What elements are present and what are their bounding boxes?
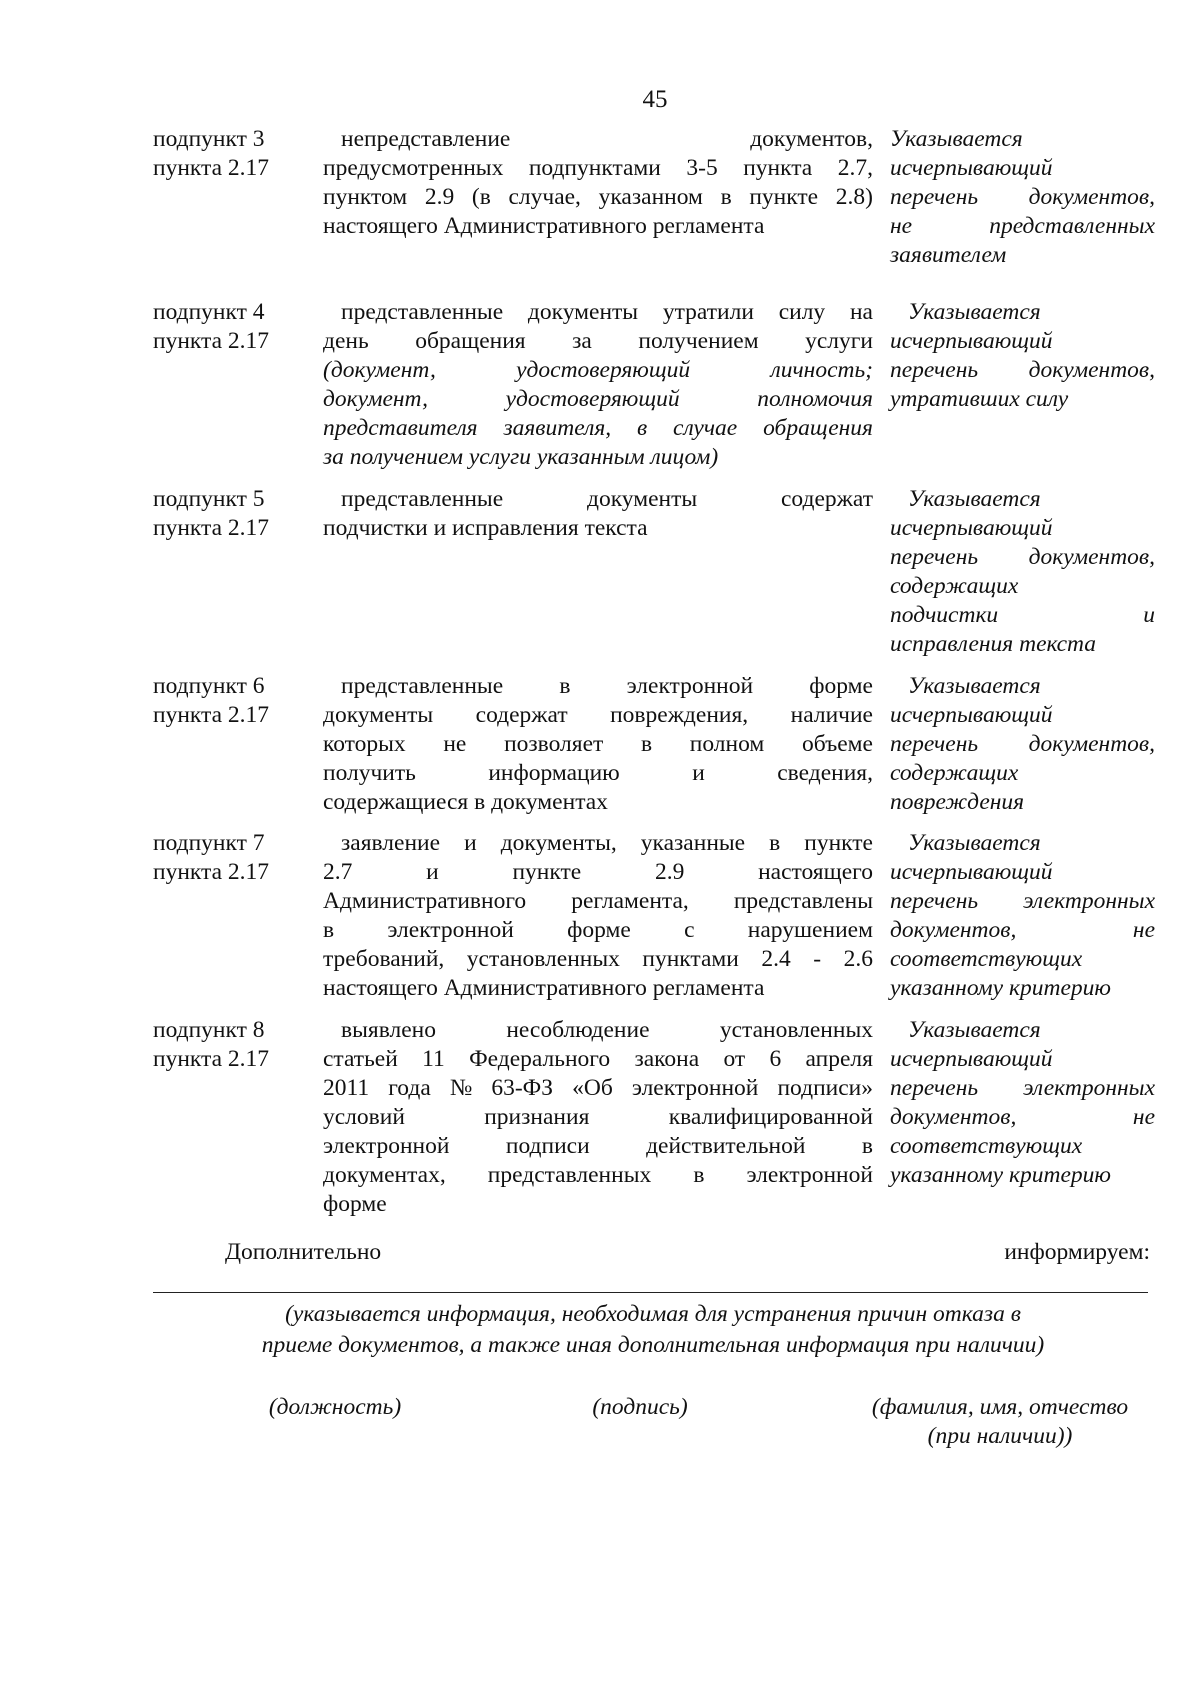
word: пунктом — [323, 184, 408, 210]
reason-line — [323, 298, 873, 327]
reference-cell — [153, 672, 293, 730]
word: в — [769, 830, 781, 856]
word: 2.9 — [424, 184, 455, 210]
reason-line: подчистки и исправления текста — [323, 515, 648, 541]
reference-cell — [153, 125, 293, 183]
reason-line — [323, 125, 873, 154]
note-line: соответствующих — [890, 1133, 1083, 1159]
reason-line — [323, 916, 873, 945]
word: пункте — [804, 830, 873, 856]
reason-line — [323, 327, 873, 356]
note-line: утративших силу — [890, 386, 1069, 412]
note-cell — [890, 672, 1155, 817]
reason-line — [323, 1132, 873, 1161]
reference-cell — [153, 298, 293, 356]
word: сведения, — [777, 760, 873, 786]
word: пункте — [512, 859, 582, 885]
reason-line — [323, 1016, 873, 1045]
word: в — [861, 1133, 873, 1159]
word: заявление — [341, 830, 441, 856]
reason-line — [323, 730, 873, 759]
word: заявителя, — [503, 415, 612, 441]
word: день — [323, 328, 369, 354]
word: объеме — [801, 731, 873, 757]
word: документы — [527, 299, 639, 325]
note-line — [890, 183, 1155, 212]
word: и — [464, 830, 477, 856]
word: указанные — [640, 830, 746, 856]
note-cell — [890, 485, 1155, 659]
note-line: содержащих — [890, 760, 1019, 786]
word: документы — [323, 702, 434, 728]
word: форме — [567, 917, 631, 943]
word: настоящего — [758, 859, 873, 885]
word: подписи» — [777, 1075, 873, 1101]
word: не — [1132, 917, 1155, 943]
reference-line: подпункт 3 — [153, 126, 265, 152]
reason-line: настоящего Административного регламента — [323, 213, 765, 239]
note-line: заявителем — [890, 242, 1007, 268]
note-line — [890, 1074, 1155, 1103]
word: в — [640, 731, 653, 757]
note-cell — [890, 1016, 1155, 1190]
note-line: исчерпывающий — [890, 859, 1053, 885]
word: в — [323, 917, 335, 943]
word: перечень — [890, 1075, 979, 1101]
reason-line — [323, 759, 873, 788]
note-line: исчерпывающий — [890, 155, 1053, 181]
full-name-caption-line-2: (при наличии)) — [927, 1423, 1073, 1449]
word: наличие — [790, 702, 873, 728]
word: перечень — [890, 544, 979, 570]
note-cell — [890, 125, 1155, 270]
additional-label: Дополнительно — [225, 1239, 382, 1265]
reason-line — [323, 887, 873, 916]
word: Федерального — [469, 1046, 611, 1072]
reference-line: подпункт 6 — [153, 673, 265, 699]
word: обращения — [763, 415, 873, 441]
word: представленных — [989, 213, 1155, 239]
reason-cell — [323, 672, 873, 817]
fill-in-line — [153, 1292, 1148, 1293]
reason-cell — [323, 485, 873, 543]
word: пункте — [749, 184, 819, 210]
word: удостоверяющий — [505, 386, 680, 412]
word: получить — [323, 760, 416, 786]
reason-cell — [323, 125, 873, 241]
reference-cell — [153, 485, 293, 543]
word: документов, — [750, 126, 873, 152]
word: представленные — [341, 486, 504, 512]
note-line: Указывается — [908, 830, 1041, 856]
note-line: Указывается — [908, 1017, 1041, 1043]
word: электронной — [746, 1162, 873, 1188]
reason-line — [323, 1161, 873, 1190]
word: и — [692, 760, 705, 786]
note-line: содержащих — [890, 573, 1019, 599]
note-line — [890, 1103, 1155, 1132]
note-line — [890, 601, 1155, 630]
reference-line: подпункт 7 — [153, 830, 265, 856]
note-line — [890, 887, 1155, 916]
word: в — [693, 1162, 705, 1188]
word: удостоверяющий — [516, 357, 691, 383]
word: документов, — [890, 1104, 1017, 1130]
note-line — [890, 916, 1155, 945]
word: требований, — [323, 946, 445, 972]
word: - — [813, 946, 822, 972]
reason-cell — [323, 1016, 873, 1219]
word: представленных — [487, 1162, 652, 1188]
word: электронной — [626, 673, 754, 699]
word: документы — [586, 486, 698, 512]
note-line: исчерпывающий — [890, 702, 1053, 728]
word: позволяет — [504, 731, 604, 757]
reason-line — [323, 672, 873, 701]
hint-line-1: (указывается информация, необходимая для устранения причин отказа в — [285, 1301, 1021, 1327]
reason-line — [323, 1074, 873, 1103]
reference-line: подпункт 5 — [153, 486, 265, 512]
word: документов, — [1028, 544, 1155, 570]
reason-cell — [323, 298, 873, 472]
note-line: указанному критерию — [890, 1162, 1111, 1188]
word: несоблюдение — [506, 1017, 650, 1043]
note-line — [890, 356, 1155, 385]
reason-line: за получением услуги указанным лицом) — [323, 444, 719, 470]
word: документов, — [890, 917, 1017, 943]
word: подписи — [505, 1133, 590, 1159]
word: полномочия — [757, 386, 873, 412]
note-cell — [890, 829, 1155, 1003]
reason-line — [323, 945, 873, 974]
word: информацию — [488, 760, 620, 786]
word: 2.7, — [837, 155, 873, 181]
reason-line — [323, 858, 873, 887]
word: Административного — [323, 888, 527, 914]
word: документах, — [323, 1162, 446, 1188]
word: года — [388, 1075, 431, 1101]
word: представлены — [733, 888, 873, 914]
note-line: Указывается — [908, 299, 1041, 325]
word: утратили — [662, 299, 754, 325]
word: силу — [778, 299, 826, 325]
reason-line — [323, 1045, 873, 1074]
word: 2.7 — [323, 859, 353, 885]
word: электронной — [323, 1133, 450, 1159]
word: подпунктами — [528, 155, 661, 181]
word: (в — [471, 184, 491, 210]
word: документов, — [1028, 731, 1155, 757]
reason-line — [323, 829, 873, 858]
reference-line: пункта 2.17 — [153, 328, 269, 354]
reason-line — [323, 1103, 873, 1132]
position-caption: (должность) — [268, 1394, 402, 1420]
word: квалифицированной — [668, 1104, 873, 1130]
word: за — [572, 328, 592, 354]
word: подчистки — [890, 602, 999, 628]
word: 2.9 — [654, 859, 685, 885]
word: 2.6 — [843, 946, 873, 972]
word: перечень — [890, 731, 979, 757]
word: указанном — [598, 184, 703, 210]
word: получением — [638, 328, 759, 354]
note-line — [890, 543, 1155, 572]
word: перечень — [890, 357, 979, 383]
word: закона — [634, 1046, 700, 1072]
word: 11 — [422, 1046, 445, 1072]
word: не — [1132, 1104, 1155, 1130]
word: установленных — [466, 946, 620, 972]
word: документ, — [323, 386, 428, 412]
word: и — [1143, 602, 1155, 628]
word: 2011 — [323, 1075, 370, 1101]
word: пунктами — [642, 946, 739, 972]
reason-line — [323, 183, 873, 212]
reference-line: пункта 2.17 — [153, 859, 269, 885]
word: электронной — [387, 917, 514, 943]
word: действительной — [646, 1133, 806, 1159]
note-line: исчерпывающий — [890, 328, 1053, 354]
reason-cell — [323, 829, 873, 1003]
word: электронных — [1023, 1075, 1155, 1101]
word: полном — [689, 731, 765, 757]
reference-cell — [153, 1016, 293, 1074]
word: установленных — [719, 1017, 873, 1043]
word: «Об — [572, 1075, 613, 1101]
word: в — [720, 184, 732, 210]
word: обращения — [415, 328, 526, 354]
word: услуги — [805, 328, 873, 354]
word: документов, — [1028, 184, 1155, 210]
word: личность; — [770, 357, 873, 383]
word: которых — [323, 731, 406, 757]
note-line: исправления текста — [890, 631, 1097, 657]
hint-line-2: приеме документов, а также иная дополнительная информация при наличии) — [261, 1332, 1045, 1358]
word: с — [684, 917, 695, 943]
note-line — [890, 730, 1155, 759]
word: повреждения, — [610, 702, 749, 728]
note-line: Указывается — [890, 126, 1023, 152]
word: и — [426, 859, 439, 885]
reason-line — [323, 701, 873, 730]
word: в — [559, 673, 571, 699]
reason-line — [323, 485, 873, 514]
word: форме — [809, 673, 873, 699]
note-line: Указывается — [908, 486, 1041, 512]
word: 2.4 — [761, 946, 791, 972]
note-line: Указывается — [908, 673, 1041, 699]
reason-line — [323, 154, 873, 183]
word: не — [890, 213, 913, 239]
word: содержат — [781, 486, 873, 512]
word: выявлено — [341, 1017, 436, 1043]
note-cell — [890, 298, 1155, 414]
reason-line: настоящего Административного регламента — [323, 975, 765, 1001]
word: в — [636, 415, 648, 441]
word: признания — [484, 1104, 590, 1130]
note-line — [890, 212, 1155, 241]
word: представленные — [341, 673, 504, 699]
word: содержат — [475, 702, 568, 728]
note-line: соответствующих — [890, 946, 1083, 972]
page-number: 45 — [642, 86, 668, 113]
word: регламента, — [571, 888, 689, 914]
word: предусмотренных — [323, 155, 504, 181]
word: случае, — [508, 184, 581, 210]
full-name-caption — [840, 1393, 1160, 1451]
word: 6 — [769, 1046, 782, 1072]
reference-line: пункта 2.17 — [153, 515, 269, 541]
word: перечень — [890, 888, 979, 914]
word: 63-ФЗ — [491, 1075, 554, 1101]
note-line: указанному критерию — [890, 975, 1111, 1001]
word: представителя — [323, 415, 478, 441]
word: документы, — [500, 830, 617, 856]
reference-line: подпункт 8 — [153, 1017, 265, 1043]
signature-caption: (подпись) — [592, 1394, 688, 1420]
note-line: исчерпывающий — [890, 515, 1053, 541]
word: пункта — [743, 155, 813, 181]
word: 2.8) — [835, 184, 873, 210]
reference-line: пункта 2.17 — [153, 155, 269, 181]
note-line: исчерпывающий — [890, 1046, 1053, 1072]
reason-line: форме — [323, 1191, 387, 1217]
word: от — [723, 1046, 746, 1072]
word: перечень — [890, 184, 979, 210]
inform-label: информируем: — [1004, 1239, 1150, 1265]
reason-line — [323, 385, 873, 414]
word: 3-5 — [686, 155, 718, 181]
reference-line: пункта 2.17 — [153, 702, 269, 728]
word: апреля — [805, 1046, 873, 1072]
reference-line: подпункт 4 — [153, 299, 265, 325]
word: случае — [673, 415, 738, 441]
word: статьей — [323, 1046, 398, 1072]
word: нарушением — [747, 917, 873, 943]
word: представленные — [341, 299, 504, 325]
reference-cell — [153, 829, 293, 887]
reference-line: пункта 2.17 — [153, 1046, 269, 1072]
reason-line: содержащиеся в документах — [323, 789, 608, 815]
word: (документ, — [323, 357, 436, 383]
reason-line — [323, 356, 873, 385]
word: непредставление — [341, 126, 511, 152]
word: условий — [323, 1104, 405, 1130]
full-name-caption-line-1: (фамилия, имя, отчество — [871, 1394, 1129, 1420]
note-line: повреждения — [890, 789, 1025, 815]
word: не — [443, 731, 467, 757]
reason-line — [323, 414, 873, 443]
word: документов, — [1028, 357, 1155, 383]
word: электронных — [1023, 888, 1155, 914]
word: на — [849, 299, 873, 325]
word: электронной — [631, 1075, 759, 1101]
word: № — [449, 1075, 473, 1101]
